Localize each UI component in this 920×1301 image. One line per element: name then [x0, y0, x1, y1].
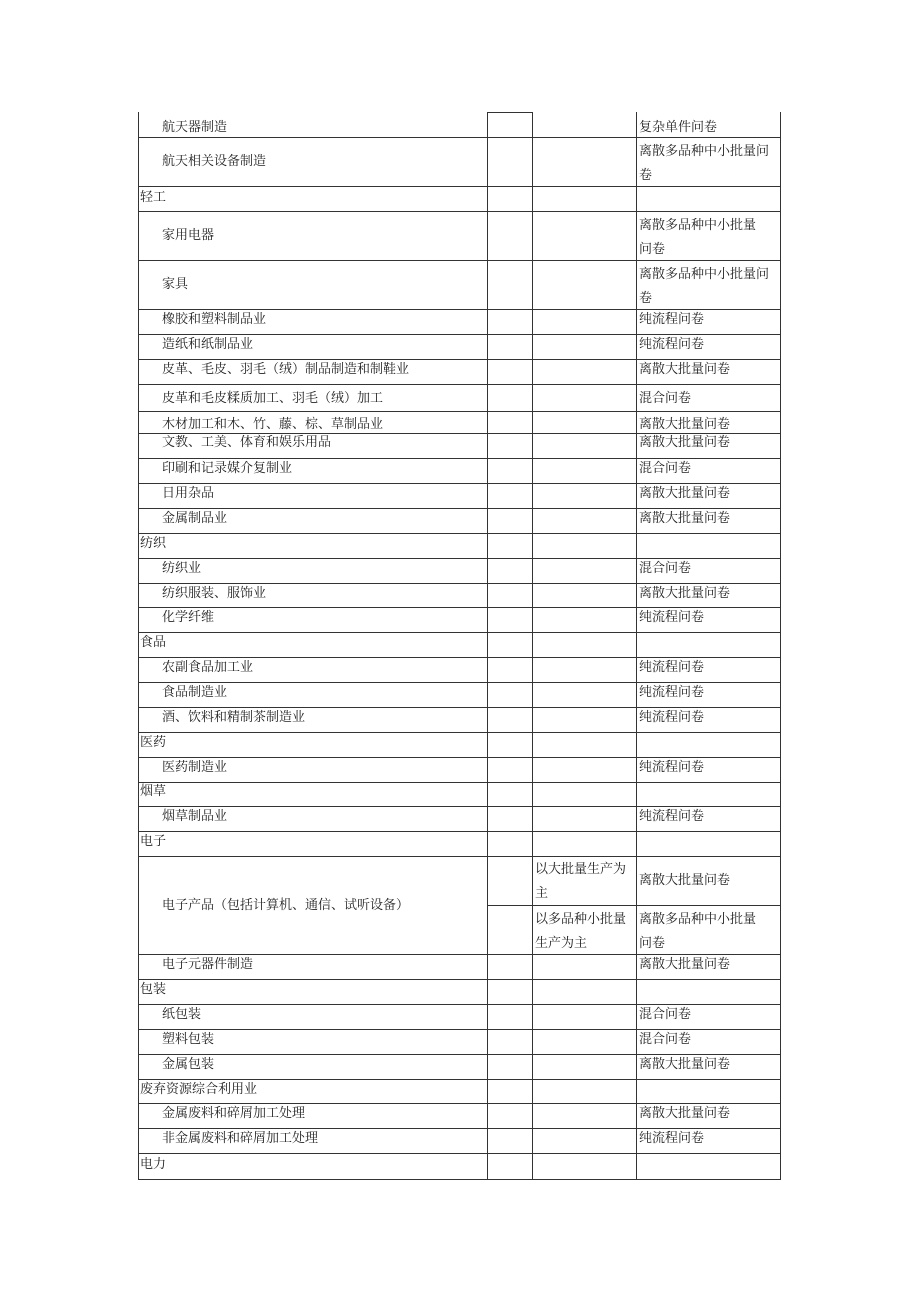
questionnaire-type: 离散大批量问卷	[639, 1106, 731, 1121]
category-light-industry: 轻工	[140, 190, 167, 205]
industry-name: 金属包装	[162, 1057, 215, 1072]
questionnaire-type: 混合问卷	[639, 391, 692, 406]
questionnaire-type: 离散大批量问卷	[639, 417, 731, 432]
category-pharma: 医药	[140, 735, 167, 750]
questionnaire-type: 离散多品种中小批量问卷	[639, 267, 770, 306]
table-right-border	[780, 112, 781, 1180]
industry-name: 塑料包装	[162, 1032, 215, 1047]
industry-name: 电子产品（包括计算机、通信、试听设备）	[162, 898, 410, 913]
questionnaire-type: 纯流程问卷	[639, 312, 705, 327]
column-divider-1	[487, 112, 488, 1180]
industry-name: 食品制造业	[162, 685, 228, 700]
table-left-border-top	[138, 112, 139, 137]
category-electronics: 电子	[140, 834, 167, 849]
questionnaire-type: 纯流程问卷	[639, 760, 705, 775]
industry-name: 皮革和毛皮糅质加工、羽毛（绒）加工	[162, 391, 384, 406]
industry-name: 金属制品业	[162, 511, 228, 526]
questionnaire-type: 复杂单件问卷	[639, 120, 718, 135]
industry-name: 文教、工美、体育和娱乐用品	[162, 435, 332, 450]
row-line	[138, 211, 781, 212]
row-line-partial	[487, 905, 781, 906]
row-line	[138, 782, 781, 783]
row-line	[138, 1153, 781, 1154]
industry-name: 纺织业	[162, 561, 202, 576]
industry-name: 皮革、毛皮、羽毛（绒）制品制造和制鞋业	[162, 362, 410, 377]
row-line	[138, 411, 781, 412]
questionnaire-type: 离散大批量问卷	[639, 586, 731, 601]
row-line	[138, 732, 781, 733]
questionnaire-type: 离散大批量问卷	[639, 873, 731, 888]
industry-name: 纺织服装、服饰业	[162, 586, 267, 601]
category-textile: 纺织	[140, 536, 167, 551]
industry-name: 航天器制造	[162, 120, 228, 135]
industry-name: 电子元器件制造	[162, 957, 254, 972]
questionnaire-type: 纯流程问卷	[639, 710, 705, 725]
industry-name: 酒、饮料和精制茶制造业	[162, 710, 306, 725]
questionnaire-type: 混合问卷	[639, 1007, 692, 1022]
industry-name: 农副食品加工业	[162, 660, 254, 675]
column-divider-2	[532, 112, 533, 1180]
table-bottom-border	[138, 1179, 781, 1180]
row-line	[138, 384, 781, 385]
questionnaire-type: 离散大批量问卷	[639, 957, 731, 972]
industry-name: 烟草制品业	[162, 809, 228, 824]
questionnaire-type: 离散多品种中小批量问卷	[639, 912, 757, 951]
questionnaire-type: 混合问卷	[639, 1032, 692, 1047]
production-mode: 以大批量生产为主	[535, 862, 627, 901]
industry-name: 造纸和纸制品业	[162, 337, 254, 352]
category-waste-recycling: 废弃资源综合利用业	[140, 1082, 258, 1097]
industry-name: 橡胶和塑料制品业	[162, 312, 267, 327]
questionnaire-type: 离散大批量问卷	[639, 362, 731, 377]
category-packaging: 包装	[140, 982, 167, 997]
questionnaire-type: 离散多品种中小批量问卷	[639, 144, 770, 183]
questionnaire-type: 混合问卷	[639, 561, 692, 576]
industry-name: 纸包装	[162, 1007, 202, 1022]
questionnaire-type: 离散多品种中小批量问卷	[639, 218, 757, 257]
industry-name: 印刷和记录媒介复制业	[162, 461, 293, 476]
questionnaire-type: 纯流程问卷	[639, 1131, 705, 1146]
questionnaire-type: 纯流程问卷	[639, 809, 705, 824]
questionnaire-type: 离散大批量问卷	[639, 486, 731, 501]
questionnaire-type: 离散大批量问卷	[639, 1057, 731, 1072]
category-power: 电力	[140, 1157, 167, 1172]
industry-name: 家用电器	[162, 228, 215, 243]
industry-name: 家具	[162, 277, 189, 292]
top-border-small	[487, 112, 533, 113]
industry-name: 木材加工和木、竹、藤、棕、草制品业	[162, 417, 384, 432]
industry-name: 日用杂品	[162, 486, 215, 501]
production-mode: 以多品种小批量生产为主	[535, 912, 627, 951]
row-line	[138, 979, 781, 980]
industry-name: 医药制造业	[162, 760, 228, 775]
row-line	[138, 831, 781, 832]
questionnaire-type: 混合问卷	[639, 461, 692, 476]
row-line	[138, 533, 781, 534]
questionnaire-type: 纯流程问卷	[639, 337, 705, 352]
category-tobacco: 烟草	[140, 784, 167, 799]
questionnaire-type: 离散大批量问卷	[639, 435, 731, 450]
questionnaire-type: 纯流程问卷	[639, 610, 705, 625]
industry-name: 化学纤维	[162, 610, 215, 625]
category-food: 食品	[140, 635, 167, 650]
row-line	[138, 632, 781, 633]
row-line	[138, 856, 781, 857]
industry-name: 金属废料和碎屑加工处理	[162, 1106, 306, 1121]
industry-name: 非金属废料和碎屑加工处理	[162, 1131, 319, 1146]
table-left-border	[138, 137, 139, 1180]
questionnaire-type: 纯流程问卷	[639, 660, 705, 675]
questionnaire-type: 纯流程问卷	[639, 685, 705, 700]
column-divider-3	[636, 112, 637, 1180]
questionnaire-type: 离散大批量问卷	[639, 511, 731, 526]
industry-name: 航天相关设备制造	[162, 154, 267, 169]
